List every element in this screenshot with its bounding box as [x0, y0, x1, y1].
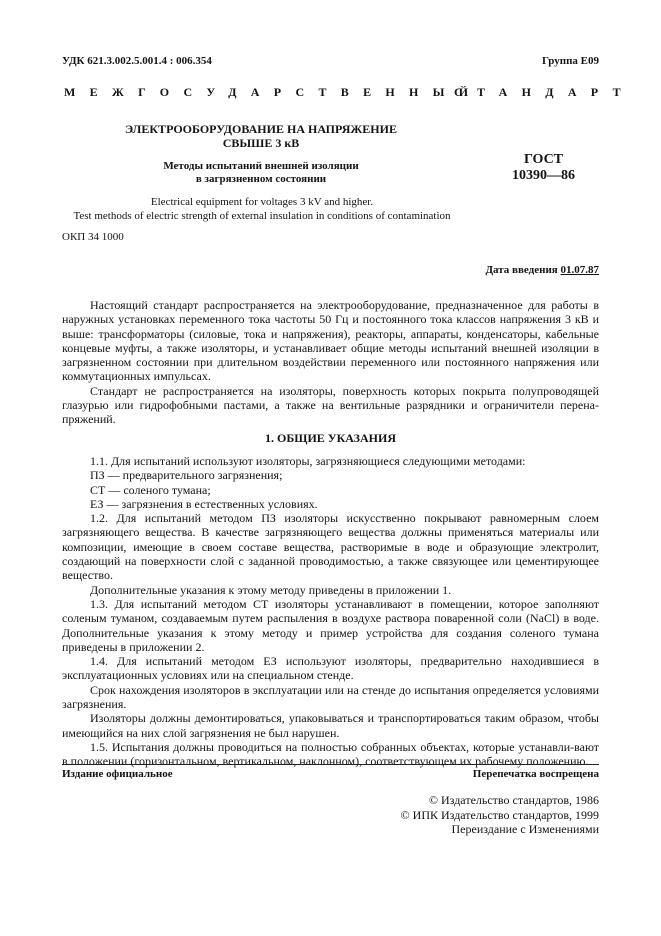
section-title: 1. ОБЩИЕ УКАЗАНИЯ: [265, 431, 396, 445]
paragraph-scope: Настоящий стандарт распространяется на электрооборудование, предназначенное для работы в наружных установках переменного тока частоты 50 Гц и постоянного тока классов напряжения 3 кВ и выше: трансформаторы (силовые, тока и напряжения), реакторы, аппараты, конденсаторы, кабельные концевые муфты, а также изоляторы, и устанавливает общие методы испытаний внешней изоляции в загрязненном состоянии при длительном воздействии переменного или постоянного напряжения или коммутационных импульсах.: [62, 298, 599, 384]
okp-code: ОКП 34 1000: [62, 231, 124, 243]
intro-text: [62, 298, 599, 427]
udk-code: УДК 621.3.002.5.001.4 : 006.354: [62, 55, 212, 67]
group-code: Группа Е09: [541, 55, 599, 67]
gost-block: [512, 152, 575, 184]
english-title: [62, 196, 462, 223]
copyright-block: [401, 793, 599, 837]
copyright-1999: © ИПК Издательство стандартов, 1999: [400, 807, 599, 822]
clause-1-5: 1.5. Испытания должны проводиться на полностью собранных объектах, которые устанавли-вают в положении (горизонтальном, вертикальном, наклонном), соответствующем их рабочему положению.: [62, 739, 599, 769]
subtitle-block: [120, 160, 402, 186]
method-st: СТ — соленого тумана;: [90, 482, 211, 497]
gost-label: ГОСТ: [523, 152, 564, 167]
official-edition: Издание официальное: [62, 768, 173, 780]
title-block: [120, 122, 402, 150]
clause-1-2-note: Дополнительные указания к этому методу приведены в приложении 1.: [90, 582, 452, 597]
english-title-line-1: Electrical equipment for voltages 3 kV and higher.: [150, 196, 374, 208]
title-line-1: ЭЛЕКТРООБОРУДОВАНИЕ НА НАПРЯЖЕНИЕ: [125, 122, 397, 136]
banner-interstate: МЕЖГОСУДАРСТВЕННЫЙ: [64, 85, 483, 99]
clause-1-2: 1.2. Для испытаний методом ПЗ изоляторы искусственно покрывают равномерным слоем загрязняющего вещества. В качестве загрязняющего вещества должны применяться материалы или композиции, имеющие в своем составе вещества, растворимые в воде и образующие электролит, создающий на поверхности слой с заданной проводимостью, а также связующее или цементирующее вещество.: [62, 511, 599, 583]
english-title-line-2: Test methods of electric strength of external insulation in conditions of contamination: [73, 209, 451, 222]
clause-1-3: 1.3. Для испытаний методом СТ изоляторы устанавливают в помещении, которое заполняют соленым туманом, создаваемым путем распыления в воздухе раствора поваренной соли (NaCl) в воде. Дополнительные указания к этому методу и пример устройства для создания соленого тумана приведены в приложении 2.: [62, 596, 599, 654]
title-line-2: СВЫШЕ 3 кВ: [222, 136, 300, 150]
copyright-1986: © Издательство стандартов, 1986: [428, 793, 599, 807]
reprint-prohibited: Перепечатка воспрещена: [472, 768, 599, 780]
reissue-note: Переиздание с Изменениями: [451, 822, 599, 836]
intro-date-value: 01.07.87: [560, 264, 599, 276]
method-pz: ПЗ — предварительного загрязнения;: [90, 468, 283, 483]
subtitle-line-2: в загрязненном состоянии: [195, 173, 327, 185]
section-1-text: [62, 454, 599, 769]
banner-standard: СТАНДАРТ: [454, 85, 635, 99]
clause-1-1: 1.1. Для испытаний используют изоляторы, загрязняющиеся следующими методами:: [90, 454, 526, 468]
clause-1-4-transport: Изоляторы должны демонтироваться, упаковываться и транспортироваться таким образом, чтобы имеющийся на них слой загрязнения не был нарушен.: [62, 711, 599, 740]
clause-1-4-period: Срок нахождения изоляторов в эксплуатации или на стенде до испытания определяется условиями загрязнения.: [62, 682, 599, 712]
method-ez: ЕЗ — загрязнения в естественных условиях.: [90, 496, 318, 511]
subtitle-line-1: Методы испытаний внешней изоляции: [163, 160, 359, 172]
paragraph-exclusions: Стандарт не распространяется на изоляторы, поверхность которых покрыта полупроводящей глазурью или гидрофобными пастами, а также на вентильные разрядники и ограничители перена-пряжений.: [62, 383, 599, 427]
gost-number: 10390—86: [512, 168, 575, 183]
clause-1-4: 1.4. Для испытаний методом ЕЗ используют изоляторы, предварительно находившиеся в эксплуатационных условиях или на специальном стенде.: [62, 654, 599, 683]
footer-divider: [62, 764, 599, 765]
intro-date: [485, 264, 599, 276]
intro-date-label: Дата введения: [485, 264, 558, 276]
